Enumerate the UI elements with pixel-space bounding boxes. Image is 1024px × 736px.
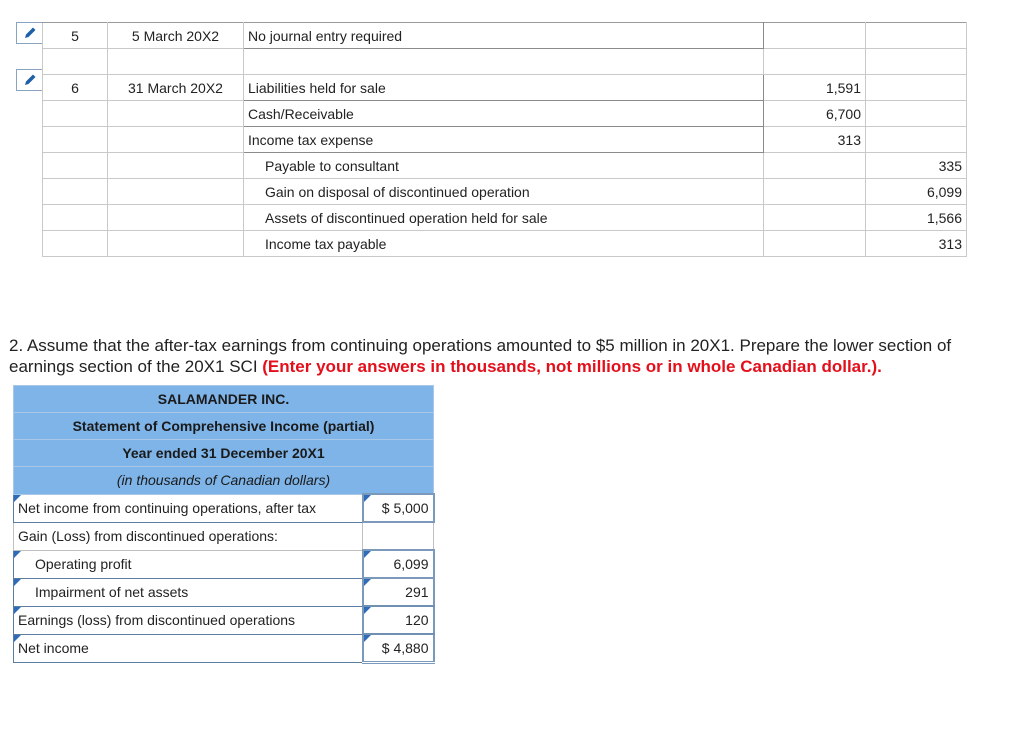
dropdown-flag-icon: [364, 551, 371, 558]
entry-number: [43, 153, 108, 179]
entry-date: [108, 231, 244, 257]
dropdown-flag-icon: [14, 495, 21, 502]
dropdown-flag-icon: [364, 607, 371, 614]
journal-spacer-row: [43, 49, 967, 75]
sci-value-text: $ 4,880: [381, 640, 429, 656]
sci-label-text: Net income from continuing operations, after tax: [18, 500, 317, 516]
credit-field[interactable]: 313: [866, 231, 967, 257]
sci-row: [14, 550, 434, 578]
sci-label-text: Earnings (loss) from discontinued operations: [18, 612, 296, 628]
pencil-icon: [22, 72, 38, 88]
sci-header-row: [14, 386, 434, 413]
statement-title: Statement of Comprehensive Income (partial): [14, 413, 434, 440]
dropdown-flag-icon: [364, 579, 371, 586]
sci-row: [14, 494, 434, 522]
journal-row: [43, 205, 967, 231]
entry-date: [108, 101, 244, 127]
edit-entry-6-button[interactable]: [16, 69, 42, 91]
account-field[interactable]: Liabilities held for sale: [244, 75, 764, 101]
account-field[interactable]: Gain on disposal of discontinued operation: [244, 179, 764, 205]
sci-value-field[interactable]: [363, 606, 434, 634]
sci-label-text: Impairment of net assets: [35, 584, 189, 600]
credit-field[interactable]: 335: [866, 153, 967, 179]
debit-field[interactable]: [764, 205, 866, 231]
sci-label-field: [14, 522, 363, 550]
credit-field[interactable]: 6,099: [866, 179, 967, 205]
journal-row: [43, 101, 967, 127]
account-field[interactable]: Income tax expense: [244, 127, 764, 153]
sci-value-text: 120: [405, 612, 429, 628]
question-line-2-text: earnings section of the 20X1 SCI: [9, 357, 263, 376]
entry-number: 5: [43, 23, 108, 49]
instruction-emphasis: (Enter your answers in thousands, not millions or in whole Canadian dollar.).: [262, 357, 882, 376]
company-name: SALAMANDER INC.: [14, 386, 434, 413]
question-text: [9, 335, 1024, 377]
entry-number: [43, 101, 108, 127]
account-field[interactable]: No journal entry required: [244, 23, 764, 49]
journal-row: [43, 153, 967, 179]
sci-value-field[interactable]: [363, 578, 434, 606]
sci-label-text: Gain (Loss) from discontinued operations:: [18, 528, 278, 544]
entry-number: [43, 231, 108, 257]
credit-field[interactable]: 1,566: [866, 205, 967, 231]
statement-period: Year ended 31 December 20X1: [14, 440, 434, 467]
entry-date: 31 March 20X2: [108, 75, 244, 101]
question-line-2: [9, 356, 1024, 377]
dropdown-flag-icon: [364, 495, 371, 502]
dropdown-flag-icon: [14, 579, 21, 586]
sci-row: [14, 606, 434, 634]
debit-field[interactable]: [764, 179, 866, 205]
sci-label-field[interactable]: [14, 578, 363, 606]
sci-partial-table: [13, 385, 435, 664]
debit-field[interactable]: [764, 231, 866, 257]
sci-value-field[interactable]: [363, 634, 434, 663]
sci-value-field[interactable]: [363, 550, 434, 578]
debit-field[interactable]: 313: [764, 127, 866, 153]
account-field[interactable]: Assets of discontinued operation held for sale: [244, 205, 764, 231]
sci-header-row: [14, 413, 434, 440]
pencil-icon: [22, 25, 38, 41]
account-field[interactable]: Income tax payable: [244, 231, 764, 257]
question-line-1: 2. Assume that the after-tax earnings from continuing operations amounted to $5 million in 20X1. Prepare the lower section of: [9, 336, 952, 355]
sci-row: [14, 522, 434, 550]
journal-row: [43, 231, 967, 257]
account-field[interactable]: Cash/Receivable: [244, 101, 764, 127]
account-field[interactable]: Payable to consultant: [244, 153, 764, 179]
statement-units: (in thousands of Canadian dollars): [14, 467, 434, 495]
debit-field[interactable]: 6,700: [764, 101, 866, 127]
entry-date: [108, 205, 244, 231]
entry-number: [43, 127, 108, 153]
sci-value-field: [363, 522, 434, 550]
journal-row: [43, 127, 967, 153]
journal-row: [43, 23, 967, 49]
sci-label-field[interactable]: [14, 550, 363, 578]
debit-field[interactable]: 1,591: [764, 75, 866, 101]
sci-row: [14, 634, 434, 663]
sci-header-row: [14, 440, 434, 467]
dropdown-flag-icon: [14, 607, 21, 614]
entry-date: [108, 179, 244, 205]
debit-field[interactable]: [764, 23, 866, 49]
credit-field[interactable]: [866, 101, 967, 127]
sci-value-text: 291: [405, 584, 429, 600]
sci-label-text: Net income: [18, 640, 89, 657]
entry-number: 6: [43, 75, 108, 101]
sci-row: [14, 578, 434, 606]
journal-row: [43, 179, 967, 205]
sci-header-row: [14, 467, 434, 495]
sci-value-text: 6,099: [393, 556, 429, 572]
entry-number: [43, 179, 108, 205]
entry-date: [108, 153, 244, 179]
journal-row: [43, 75, 967, 101]
sci-value-text: $ 5,000: [381, 500, 429, 516]
sci-label-text: Operating profit: [35, 556, 132, 572]
dropdown-flag-icon: [14, 551, 21, 558]
entry-date: 5 March 20X2: [108, 23, 244, 49]
sci-label-field[interactable]: [14, 634, 363, 663]
edit-entry-5-button[interactable]: [16, 22, 42, 44]
sci-value-field[interactable]: [363, 494, 434, 522]
credit-field[interactable]: [866, 23, 967, 49]
sci-label-field[interactable]: [14, 606, 363, 634]
journal-entries-table: [42, 22, 967, 257]
sci-label-field[interactable]: [14, 494, 363, 522]
credit-field[interactable]: [866, 127, 967, 153]
dropdown-flag-icon: [14, 635, 21, 642]
entry-date: [108, 127, 244, 153]
debit-field[interactable]: [764, 153, 866, 179]
entry-number: [43, 205, 108, 231]
credit-field[interactable]: [866, 75, 967, 101]
dropdown-flag-icon: [364, 635, 371, 642]
